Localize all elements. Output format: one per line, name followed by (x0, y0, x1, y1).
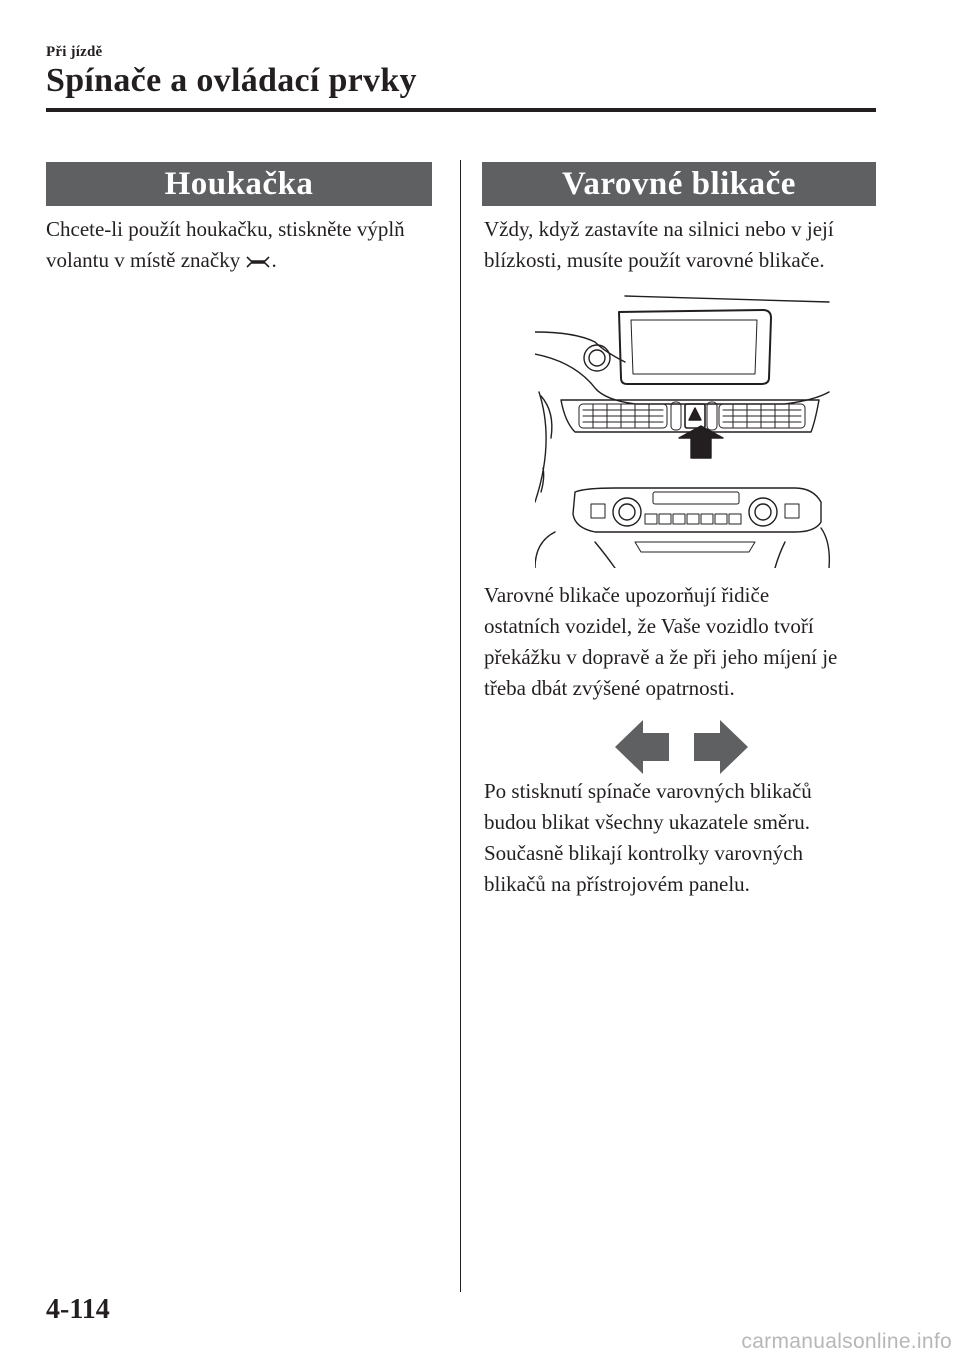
hazard-closing (484, 776, 884, 900)
horn-icon (245, 255, 271, 269)
arrow-right-icon (692, 718, 750, 776)
hazard-intro (484, 214, 884, 276)
hazard-intro-line2: blízkosti, musíte použít varovné blikače. (484, 248, 825, 272)
breadcrumb: Při jízdě (46, 44, 103, 60)
page-title: Spínače a ovládací prvky (46, 62, 417, 99)
watermark: carmanualsonline.info (741, 1330, 952, 1353)
arrow-left-icon (613, 718, 671, 776)
horn-text-line1: Chcete-li použít houkačku, stiskněte výplň (46, 217, 405, 241)
horn-text-end: . (271, 248, 277, 272)
horn-instructions (46, 214, 446, 276)
horn-text-line2: volantu v místě značky (46, 248, 246, 272)
column-divider (460, 160, 461, 1292)
hazard-close-line4: blikačů na přístrojovém panelu. (484, 872, 750, 896)
hazard-desc-line3: překážku v dopravě a že při jeho míjení je (484, 645, 838, 669)
hazard-desc-line2: ostatních vozidel, že Vaše vozidlo tvoří (484, 614, 814, 638)
hazard-close-line2: budou blikat všechny ukazatele směru. (484, 810, 810, 834)
page-number: 4-114 (46, 1294, 110, 1325)
section-heading-horn: Houkačka (46, 162, 432, 206)
hazard-warning-switch-illustration (535, 292, 831, 568)
hazard-close-line3: Současně blikají kontrolky varovných (484, 841, 804, 865)
hazard-close-line1: Po stisknutí spínače varovných blikačů (484, 779, 812, 803)
title-rule (46, 108, 876, 112)
hazard-intro-line1: Vždy, když zastavíte na silnici nebo v její (484, 217, 834, 241)
hazard-desc-line1: Varovné blikače upozorňují řidiče (484, 583, 770, 607)
hazard-description (484, 580, 884, 704)
section-heading-hazard: Varovné blikače (482, 162, 876, 206)
hazard-desc-line4: třeba dbát zvýšené opatrnosti. (484, 676, 735, 700)
